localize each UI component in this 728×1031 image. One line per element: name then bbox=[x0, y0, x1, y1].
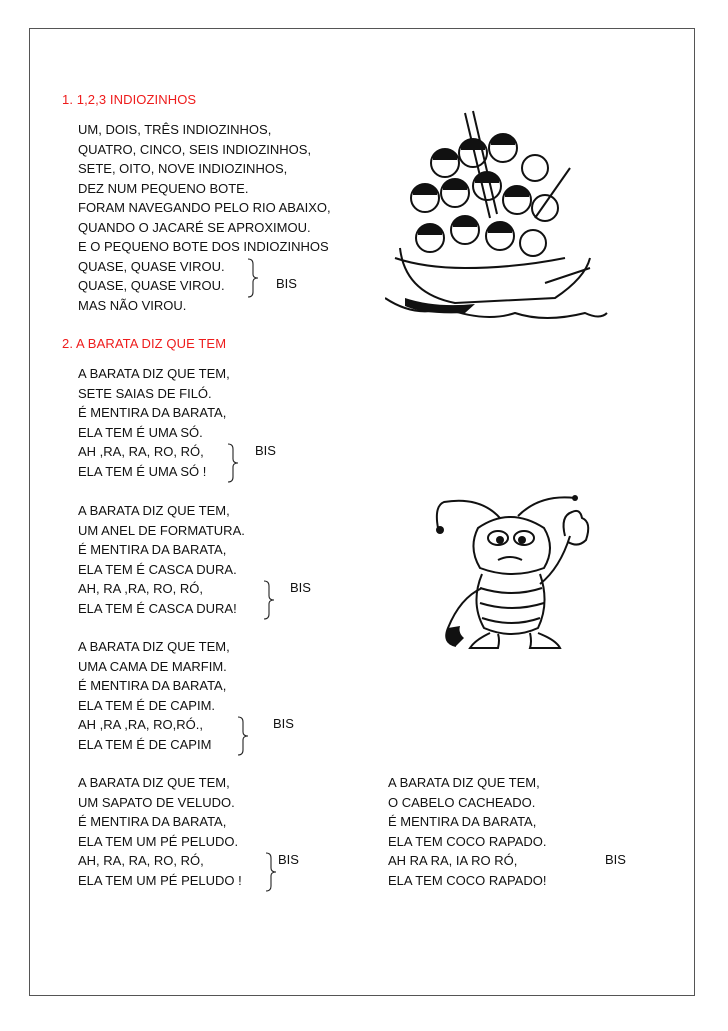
indigenous-children-in-boat-icon bbox=[385, 108, 610, 333]
lyric-line: MAS NÃO VIROU. bbox=[78, 297, 187, 313]
lyric-line: AH RA RA, IA RO RÓ, bbox=[388, 853, 518, 868]
lyric-line: QUASE, QUASE VIROU. bbox=[78, 258, 225, 274]
lyric-line: UMA CAMA DE MARFIM. bbox=[78, 658, 227, 674]
bis-label: BIS bbox=[255, 443, 276, 458]
lyric-line: É MENTIRA DA BARATA, bbox=[78, 814, 227, 829]
lyric-line: ELA TEM UM PÉ PELUDO ! bbox=[78, 872, 242, 888]
song2-stanza4 bbox=[78, 773, 242, 890]
bis-label: BIS bbox=[605, 852, 626, 867]
song2-title: 2. A BARATA DIZ QUE TEM bbox=[62, 336, 227, 351]
lyric-line: ELA TEM É UMA SÓ ! bbox=[78, 463, 207, 479]
lyric-line: O CABELO CACHEADO. bbox=[388, 794, 536, 810]
bis-label: BIS bbox=[278, 852, 299, 867]
lyric-line: UM, DOIS, TRÊS INDIOZINHOS, bbox=[78, 122, 272, 137]
lyric-line: SETE SAIAS DE FILÓ. bbox=[78, 385, 212, 401]
lyric-line: É MENTIRA DA BARATA, bbox=[78, 542, 227, 557]
song2-stanza5 bbox=[388, 773, 546, 890]
lyric-line: A BARATA DIZ QUE TEM, bbox=[78, 503, 230, 518]
bis-label: BIS bbox=[273, 716, 294, 731]
lyric-line: ELA TEM É UMA SÓ. bbox=[78, 424, 203, 440]
lyric-line: É MENTIRA DA BARATA, bbox=[78, 405, 227, 420]
lyric-line: ELA TEM UM PÉ PELUDO. bbox=[78, 833, 239, 849]
lyric-line: A BARATA DIZ QUE TEM, bbox=[78, 639, 230, 654]
lyric-line: E O PEQUENO BOTE DOS INDIOZINHOS bbox=[78, 239, 329, 254]
lyric-line: É MENTIRA DA BARATA, bbox=[78, 678, 227, 693]
lyric-line: ELA TEM É CASCA DURA! bbox=[78, 600, 237, 616]
lyric-line: DEZ NUM PEQUENO BOTE. bbox=[78, 180, 249, 196]
lyric-line: A BARATA DIZ QUE TEM, bbox=[388, 775, 540, 790]
lyric-line: AH ,RA, RA, RO, RÓ, bbox=[78, 444, 204, 459]
lyric-line: ELA TEM É DE CAPIM. bbox=[78, 697, 216, 713]
lyric-line: ELA TEM COCO RAPADO! bbox=[388, 872, 547, 888]
lyric-line: QUANDO O JACARÉ SE APROXIMOU. bbox=[78, 219, 311, 235]
song2-stanza2 bbox=[78, 501, 245, 618]
lyric-line: A BARATA DIZ QUE TEM, bbox=[78, 775, 230, 790]
lyric-line: SETE, OITO, NOVE INDIOZINHOS, bbox=[78, 161, 288, 176]
lyric-line: É MENTIRA DA BARATA, bbox=[388, 814, 537, 829]
lyric-line: AH ,RA ,RA, RO,RÓ., bbox=[78, 717, 203, 732]
song1-title: 1. 1,2,3 INDIOZINHOS bbox=[62, 92, 197, 107]
repeat-brace-icon bbox=[236, 716, 250, 756]
repeat-brace-icon bbox=[262, 580, 276, 620]
lyric-line: UM ANEL DE FORMATURA. bbox=[78, 522, 245, 538]
lyric-line: ELA TEM É CASCA DURA. bbox=[78, 561, 237, 577]
song2-stanza3 bbox=[78, 637, 230, 754]
lyric-line: QUATRO, CINCO, SEIS INDIOZINHOS, bbox=[78, 141, 312, 157]
lyric-line: UM SAPATO DE VELUDO. bbox=[78, 794, 235, 810]
bis-label: BIS bbox=[276, 276, 297, 291]
lyric-line: QUASE, QUASE VIROU. bbox=[78, 278, 225, 293]
lyric-line: ELA TEM É DE CAPIM bbox=[78, 736, 212, 752]
song2-stanza1 bbox=[78, 364, 230, 481]
lyric-line: AH, RA ,RA, RO, RÓ, bbox=[78, 581, 203, 596]
lyric-line: AH, RA, RA, RO, RÓ, bbox=[78, 853, 204, 868]
repeat-brace-icon bbox=[226, 443, 240, 483]
repeat-brace-icon bbox=[246, 258, 260, 298]
bis-label: BIS bbox=[290, 580, 311, 595]
lyric-line: FORAM NAVEGANDO PELO RIO ABAIXO, bbox=[78, 200, 331, 215]
repeat-brace-icon bbox=[264, 852, 278, 892]
cockroach-cartoon-icon bbox=[420, 488, 610, 653]
lyric-line: A BARATA DIZ QUE TEM, bbox=[78, 366, 230, 381]
lyric-line: ELA TEM COCO RAPADO. bbox=[388, 833, 547, 849]
